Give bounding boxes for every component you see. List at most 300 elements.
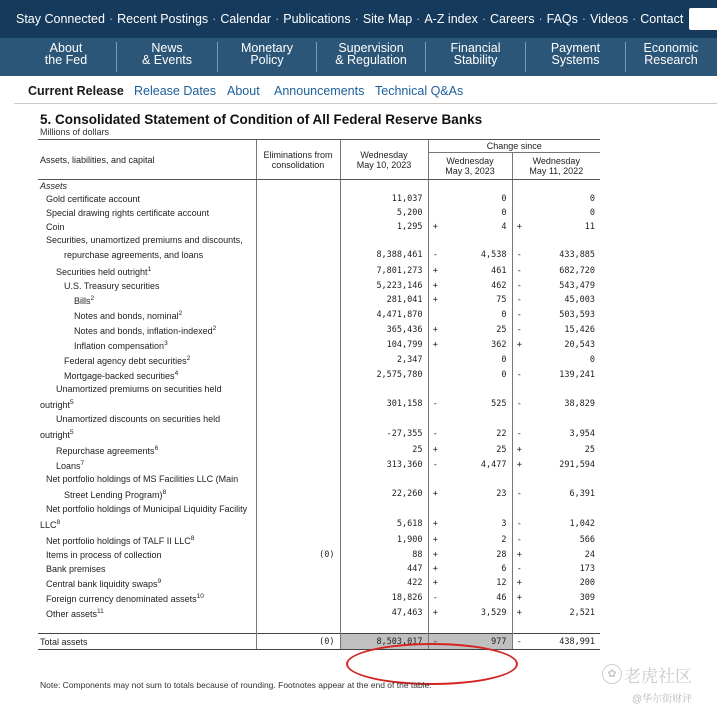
elim-cell: (0) [256,548,340,562]
empty-cell [512,413,526,426]
nav-separator: · [538,12,543,26]
total-label: Total assets [38,634,256,650]
footnote-marker[interactable]: 4 [174,369,179,377]
value-cell: 22,260 [340,486,428,503]
change-year-sign: - [512,486,526,503]
elim-cell [256,562,340,576]
change-week-sign: - [428,591,442,606]
top-utility-bar [0,0,717,38]
footnote-marker[interactable]: 8 [190,534,195,542]
table-row [38,591,600,606]
footnote-marker[interactable]: 2 [212,324,217,332]
col-header-assets: Assets, liabilities, and capital [38,140,256,180]
change-week-sign: + [428,533,442,548]
nav-news-events[interactable] [117,42,218,72]
change-week-sign: - [428,247,442,264]
elim-cell [256,426,340,443]
empty-cell [340,413,428,426]
change-week-value: 28 [496,549,507,560]
change-year-value: 3,954 [569,429,596,439]
change-week-value: 25 [496,445,507,455]
change-year-sign: + [512,576,526,591]
row-label-cell [38,516,256,533]
table-row [38,293,600,308]
table-row [38,413,600,426]
change-week-sign: + [428,443,442,458]
nav-separator: · [108,12,114,26]
change-year-sign: - [512,533,526,548]
top-nav-link[interactable]: Site Map [362,12,413,26]
table-row [38,473,600,486]
top-nav-link[interactable]: Contact [640,12,684,26]
change-week-value: 362 [491,340,507,350]
value-cell: 8,503,017 [340,634,428,650]
empty-cell [428,413,442,426]
change-year-value: 309 [579,593,596,603]
nav-economic-research[interactable] [626,42,716,72]
row-label: Securities held outright [56,266,148,277]
elim-cell [256,368,340,383]
empty-cell [442,621,512,634]
change-year-sign: + [512,548,526,562]
footnote-marker[interactable]: 11 [97,607,104,615]
change-week-value: 4 [501,221,507,232]
row-label-cell [38,576,256,591]
col-header-prev-week [428,153,512,180]
row-label: Securities, unamortized premiums and discounts, [46,235,243,245]
value-cell: 365,436 [340,323,428,338]
header-text: Wednesday [360,149,408,160]
empty-cell [428,180,442,192]
row-label: Inflation compensation [74,340,165,351]
row-label-cell [38,606,256,621]
change-year-value: 2,521 [569,608,596,618]
footnote-marker[interactable]: 3 [164,339,168,347]
row-label: Bank premises [46,563,106,574]
change-week-value: 25 [496,325,507,335]
top-nav-link[interactable]: Videos [590,12,629,26]
total-row [38,634,600,650]
change-year-value: 173 [579,563,596,574]
empty-cell [256,234,340,247]
value-cell: 301,158 [340,396,428,413]
nav-separator: · [581,12,587,26]
change-week-value: 461 [491,266,507,276]
table-row [38,396,600,413]
row-label-continued: outright [40,429,71,440]
empty-cell [340,383,428,396]
nav-label: Research [644,53,698,67]
table-row [38,548,600,562]
empty-cell [526,473,600,486]
tab-technical-qas[interactable]: Technical Q&As [375,84,464,98]
nav-label: News [151,41,183,55]
change-week-sign: - [428,458,442,473]
elim-cell [256,591,340,606]
elim-cell [256,486,340,503]
footnote-marker[interactable]: 1 [147,265,152,273]
row-label-cell [38,308,256,323]
nav-label: Policy [250,53,284,67]
empty-cell [512,473,526,486]
change-year-sign: - [512,368,526,383]
nav-separator: · [354,12,359,26]
change-year-sign: - [512,308,526,323]
nav-separator: · [416,12,421,26]
row-label: Items in process of collection [46,549,162,560]
change-week-value: 6 [501,563,507,574]
value-cell: 4,471,870 [340,308,428,323]
tab-release-dates[interactable]: Release Dates [134,84,216,98]
change-year-value: 20,543 [564,340,596,350]
elim-cell [256,220,340,234]
change-week-value: 2 [501,535,507,545]
change-year-value: 25 [584,445,596,455]
empty-cell [442,234,512,247]
empty-cell [340,473,428,486]
change-week-sign: + [428,576,442,591]
value-cell: 313,360 [340,458,428,473]
elim-cell [256,338,340,353]
nav-supervision-regulation[interactable] [317,42,426,72]
table-row [38,368,600,383]
change-week-sign: + [428,338,442,353]
row-label-continued: LLC [40,519,57,530]
nav-label: & Regulation [335,53,407,67]
change-year-sign: - [512,247,526,264]
sub-nav [14,76,717,104]
change-year-value: 566 [579,535,596,545]
footnote-marker[interactable]: 5 [70,398,74,406]
change-year-value: 1,042 [569,519,596,529]
header-text: Wednesday [446,156,494,166]
row-label-cell [38,562,256,576]
elim-cell: (0) [256,634,340,650]
value-cell: 1,295 [340,220,428,234]
value-cell: 1,900 [340,533,428,548]
empty-cell [512,383,526,396]
row-label-continued: Street Lending Program) [64,489,163,500]
change-year-value: 24 [584,549,596,560]
change-week-sign: + [428,562,442,576]
footnote-marker[interactable]: 2 [178,309,183,317]
tab-about[interactable]: About [227,84,260,98]
nav-separator: · [481,12,486,26]
change-year-value: 15,426 [564,325,596,335]
empty-cell [442,383,512,396]
footnote-marker[interactable]: 6 [154,444,159,452]
change-week-value: 0 [501,370,507,380]
elim-cell [256,533,340,548]
empty-cell [526,180,600,192]
empty-cell [442,503,512,516]
change-week-sign: + [428,323,442,338]
change-year-value: 139,241 [559,370,596,380]
footnote-marker[interactable]: 2 [186,354,191,362]
empty-cell [340,180,428,192]
col-header-eliminations [256,140,340,180]
change-year-value: 438,991 [526,634,600,650]
row-label-cell [38,247,256,264]
value-cell: 2,347 [340,353,428,368]
elim-cell [256,308,340,323]
change-week-value: 525 [491,399,507,409]
row-label: Net portfolio holdings of TALF II LLC [46,535,191,546]
nav-label: Systems [551,53,600,67]
change-week-value: 22 [496,429,507,439]
table-row [38,516,600,533]
value-cell: 7,801,273 [340,264,428,279]
change-year-sign: + [512,606,526,621]
empty-cell [442,180,512,192]
nav-label: Economic [643,41,699,55]
nav-financial-stability[interactable] [426,42,526,72]
change-week-sign [428,368,442,383]
change-year-value: 6,391 [569,489,596,499]
change-year-value: 38,829 [564,399,596,409]
change-week-value: 462 [491,280,507,291]
nav-label: Monetary [240,41,294,55]
nav-separator: · [212,12,217,26]
tab-announcements[interactable]: Announcements [274,84,365,98]
change-year-value: 45,003 [564,295,596,305]
top-nav-link[interactable]: A-Z index [424,12,478,26]
top-nav-link[interactable]: Publications [283,12,351,26]
empty-cell [512,621,526,634]
change-year-sign: - [512,293,526,308]
empty-cell [442,473,512,486]
top-nav-link[interactable]: Recent Postings [117,12,209,26]
row-label: Unamortized discounts on securities held [56,414,221,424]
change-year-sign: - [512,323,526,338]
value-cell: 422 [340,576,428,591]
row-label: Net portfolio holdings of MS Facilities LLC (Main [46,474,239,484]
table-row [38,443,600,458]
change-week-sign: + [428,486,442,503]
nav-separator: · [275,12,280,26]
highlight-circle [346,643,518,685]
empty-cell [428,473,442,486]
change-week-sign [428,353,442,368]
table-row [38,264,600,279]
units-label: Millions of dollars [40,127,110,137]
nav-payment-systems[interactable] [526,42,626,72]
row-label-cell [38,192,256,206]
value-cell: 281,041 [340,293,428,308]
elim-cell [256,606,340,621]
change-year-value: 11 [584,221,596,232]
row-label: Net portfolio holdings of Municipal Liquidity Facility [46,504,248,514]
elim-cell [256,293,340,308]
change-week-value: 4,477 [480,460,507,470]
empty-cell [428,503,442,516]
change-year-sign [512,192,526,206]
empty-cell [526,503,600,516]
empty-cell [428,234,442,247]
footnote-marker[interactable]: 9 [157,577,162,585]
header-text: Wednesday [532,156,580,166]
nav-monetary-policy[interactable] [218,42,317,72]
row-label: Repurchase agreements [56,445,155,456]
change-week-sign: + [428,606,442,621]
empty-cell [526,383,600,396]
empty-cell [512,234,526,247]
footnote-marker[interactable]: 10 [196,592,204,600]
table-row [38,426,600,443]
row-label-cell [38,220,256,234]
row-label-cell [38,279,256,293]
table-row [38,353,600,368]
change-week-value: 75 [496,295,507,305]
empty-cell [512,180,526,192]
row-label: Unamortized premiums on securities held [56,384,222,394]
row-label: Notes and bonds, inflation-indexed [74,325,213,336]
row-label-continued: outright [40,399,71,410]
empty-cell [526,621,600,634]
table-row [38,279,600,293]
change-week-value: 3,529 [480,608,507,618]
elim-cell [256,192,340,206]
table-row [38,323,600,338]
elim-cell [256,516,340,533]
table-row [38,338,600,353]
row-label: Foreign currency denominated assets [46,593,197,604]
change-year-value: 0 [589,355,596,365]
search-input[interactable] [689,8,717,30]
top-nav-link[interactable]: FAQs [546,12,578,26]
empty-cell [38,621,256,634]
top-nav [16,12,683,26]
row-label-cell [38,548,256,562]
top-nav-link[interactable]: Careers [490,12,535,26]
table-row [38,206,600,220]
table-row [38,486,600,503]
footnote-marker[interactable]: 8 [56,518,61,526]
table-row [38,503,600,516]
section-label: Assets [40,180,68,191]
row-label: U.S. Treasury securities [64,280,160,291]
row-label: Coin [46,221,65,232]
nav-label: Stability [453,53,498,67]
top-nav-link[interactable]: Calendar [220,12,272,26]
nav-about-the-fed[interactable] [16,42,117,72]
empty-cell [256,383,340,396]
value-cell: 18,826 [340,591,428,606]
empty-cell [256,621,340,634]
table-row [38,562,600,576]
change-week-value: 12 [496,578,507,588]
empty-cell [256,503,340,516]
row-label-cell [38,533,256,548]
tab-current-release[interactable]: Current Release [28,84,124,98]
elim-cell [256,323,340,338]
change-year-sign: - [512,426,526,443]
elim-cell [256,443,340,458]
value-cell: 8,388,461 [340,247,428,264]
change-week-sign [428,308,442,323]
header-text: May 10, 2023 [356,159,412,170]
empty-cell [512,503,526,516]
elim-cell [256,264,340,279]
value-cell: -27,355 [340,426,428,443]
change-year-sign: - [512,516,526,533]
change-week-sign: + [428,279,442,293]
change-week-sign: - [428,396,442,413]
nav-label: the Fed [44,53,88,67]
row-label-cell [38,591,256,606]
change-year-value: 200 [579,578,596,588]
change-year-sign: - [512,634,526,650]
watermark-logo-icon: ✿ [602,664,622,684]
row-label-cell [38,206,256,220]
footnote-marker[interactable]: 7 [80,459,85,467]
footnote-marker[interactable]: 5 [70,428,74,436]
empty-cell [428,621,442,634]
change-week-value: 0 [501,193,507,204]
empty-cell [428,383,442,396]
footnote-marker[interactable]: 2 [90,294,95,302]
change-year-sign: - [512,396,526,413]
change-week-sign: + [428,220,442,234]
top-nav-link[interactable]: Stay Connected [16,12,105,26]
table-row [38,192,600,206]
elim-cell [256,396,340,413]
col-header-current-week [340,140,428,180]
change-week-sign: + [428,548,442,562]
change-year-sign: - [512,279,526,293]
section-row [38,180,600,192]
change-year-sign: + [512,338,526,353]
empty-cell [442,413,512,426]
change-year-value: 682,720 [559,266,596,276]
row-label-cell [38,458,256,473]
change-week-value: 0 [501,355,507,365]
value-cell: 25 [340,443,428,458]
value-cell: 47,463 [340,606,428,621]
row-label: Central bank liquidity swaps [46,578,158,589]
table-row [38,308,600,323]
row-label-cell [38,396,256,413]
row-label: Special drawing rights certificate account [46,207,210,218]
value-cell: 5,223,146 [340,279,428,293]
row-label-cell [38,338,256,353]
footnote-marker[interactable]: 8 [162,488,167,496]
main-nav [0,38,717,76]
change-year-value: 503,593 [559,310,596,320]
change-year-sign: + [512,458,526,473]
change-week-sign: + [428,293,442,308]
row-label-cell [38,443,256,458]
nav-label: Financial [450,41,501,55]
table-row [38,234,600,247]
empty-cell [340,621,428,634]
row-label: Gold certificate account [46,193,141,204]
change-year-sign: - [512,562,526,576]
page-title: 5. Consolidated Statement of Condition of All Federal Reserve Banks [40,112,483,127]
row-label-cell [38,486,256,503]
empty-cell [256,473,340,486]
change-week-sign: + [428,516,442,533]
change-week-sign: - [428,634,442,650]
value-cell: 11,037 [340,192,428,206]
value-cell: 104,799 [340,338,428,353]
elim-cell [256,576,340,591]
change-year-sign: + [512,220,526,234]
row-label: Other assets [46,608,98,619]
empty-cell [256,413,340,426]
empty-cell [340,234,428,247]
row-label-cell [38,426,256,443]
